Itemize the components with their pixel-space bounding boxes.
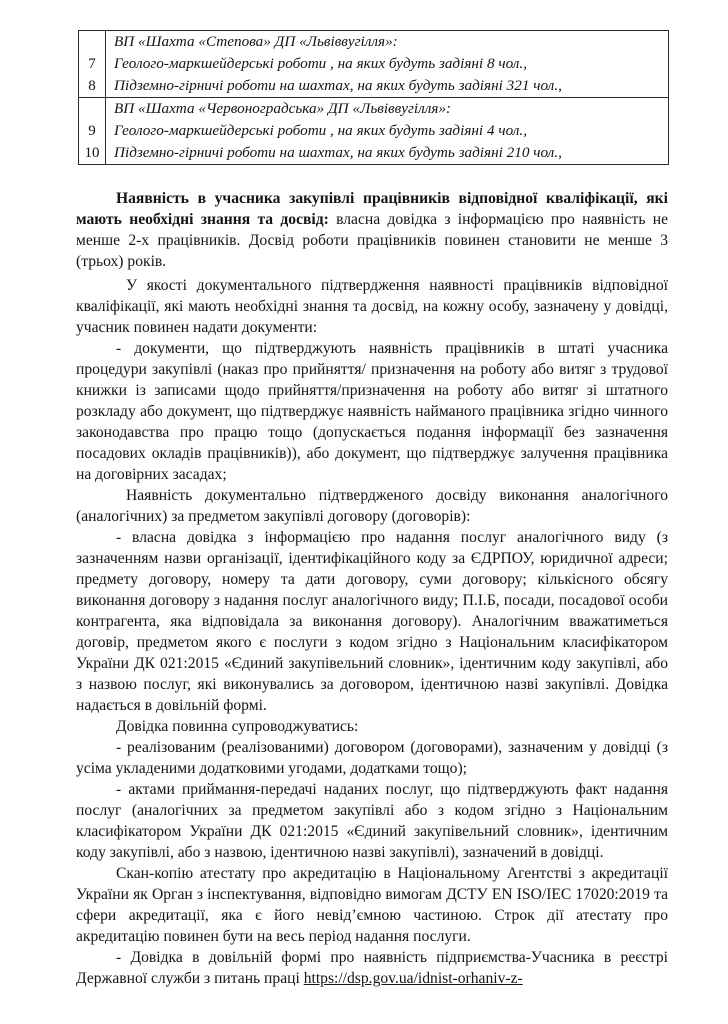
paragraph-experience: Наявність документально підтвердженого досвіду виконання аналогічного (аналогічних) за предметом закупівлі договору (договорів):: [76, 487, 668, 525]
row-number: 9: [88, 123, 96, 139]
paragraph-documentary-confirmation: У якості документального підтвердження наявності працівників відповідної кваліфікації, які мають необхідні знання та досвід, на кожну особу, зазначену у довідці, учасник повинен надати документи:: [76, 277, 668, 336]
row-text: [106, 31, 668, 97]
mine-title: ВП «Шахта «Червоноградська» ДП «Львіввугілля»:: [114, 100, 452, 117]
paragraph-contracts: - реалізованим (реалізованими) договором (договорами), зазначеним у довідці (з усіма укладеними додатковими угодами, додатками тощо);: [76, 739, 668, 777]
row-text: [106, 98, 668, 164]
paragraph-qualification: [76, 188, 668, 272]
work-line: Геолого-маркшейдерські роботи , на яких будуть задіяні 4 чол.,: [114, 122, 528, 139]
paragraph-acts: - актами приймання-передачі наданих послуг, що підтверджують факт надання послуг (аналогічних за предметом закупівлі або з кодом згідно з Національним класифікатором України ДК 021:2015 «Єдиний закупівельний словник», ідентичним коду закупівлі, або з назвою, ідентичною назві закупівлі), зазначений в довідці.: [76, 781, 668, 861]
work-line: Підземно-гірничі роботи на шахтах, на яких будуть задіяні 210 чол.,: [114, 144, 562, 161]
work-line: Геолого-маркшейдерські роботи , на яких будуть задіяні 8 чол.,: [114, 55, 528, 72]
qualification-heading: Наявність в учасника закупівлі працівників відповідної кваліфікації, які мають необхідні знання та досвід:: [76, 190, 668, 228]
row-numbers: [79, 98, 106, 164]
work-line: Підземно-гірничі роботи на шахтах, на яких будуть задіяні 321 чол.,: [114, 77, 562, 94]
row-number: 7: [88, 56, 96, 72]
paragraph-own-certificate: - власна довідка з інформацією про надання послуг аналогічного виду (з зазначенням назви організації, ідентифікаційного коду за ЄДРПОУ, юридичної адреси; предмету договору, номеру та дати договору, суми договору; кількісного обсягу виконання договору з надання послуг аналогічного виду; П.І.Б, посади, посадової особи контрагента, яка відповідала за виконання договору). Аналогічним вважатиметься договір, предметом якого є послуги з кодом згідно з Національним класифікатором України ДК 021:2015 «Єдиний закупівельний словник», ідентичним коду закупівлі, або з назвою послуг, які виконувались за договором, ідентичною назві закупівлі. Довідка надається в довільній формі.: [76, 529, 668, 714]
table-row: [79, 31, 668, 97]
table-row: [79, 97, 668, 164]
registry-text: - Довідка в довільній формі про наявність підприємства-Учасника в реєстрі Державної служби з питань праці: [76, 949, 668, 987]
row-numbers: [79, 31, 106, 97]
row-number: 8: [88, 78, 96, 94]
paragraph-accreditation: Скан-копію атестату про акредитацію в Національному Агентстві з акредитації України як Орган з інспектування, відповідно вимогам ДСТУ EN ISO/IEC 17020:2019 та сфери акредитації, яка є його невід’ємною частиною. Строк дії атестату про акредитацію повинен бути на весь період надання послуги.: [76, 865, 668, 945]
mines-table: [78, 30, 669, 165]
qualification-text: власна довідка з інформацією про наявність не менше 2-х працівників. Досвід роботи працівників повинен становити не менше 3 (трьох) років.: [76, 211, 668, 270]
paragraph-staff-documents: - документи, що підтверджують наявність працівників в штаті учасника процедури закупівлі (наказ про прийняття/ призначення на роботу або витяг з трудової книжки із записами щодо прийняття/призначення на роботу або витяг зі штатного розкладу або документ, що підтверджує наявність найманого працівника згідно чинного законодавства про працю тощо (допускається подання інформації без зазначення посадових окладів працівників)), або документ, що підтверджує залучення працівника на договірних засадах;: [76, 340, 668, 483]
mine-title: ВП «Шахта «Степова» ДП «Львіввугілля»:: [114, 33, 398, 50]
document-body: [76, 188, 668, 989]
registry-link[interactable]: https://dsp.gov.ua/idnist-orhaniv-z-: [303, 970, 523, 987]
row-number: [79, 31, 105, 53]
paragraph-accompaniment: Довідка повинна супроводжуватись:: [116, 718, 359, 735]
row-number: 10: [84, 145, 100, 161]
row-number: [79, 98, 105, 120]
paragraph-registry: [76, 947, 668, 989]
